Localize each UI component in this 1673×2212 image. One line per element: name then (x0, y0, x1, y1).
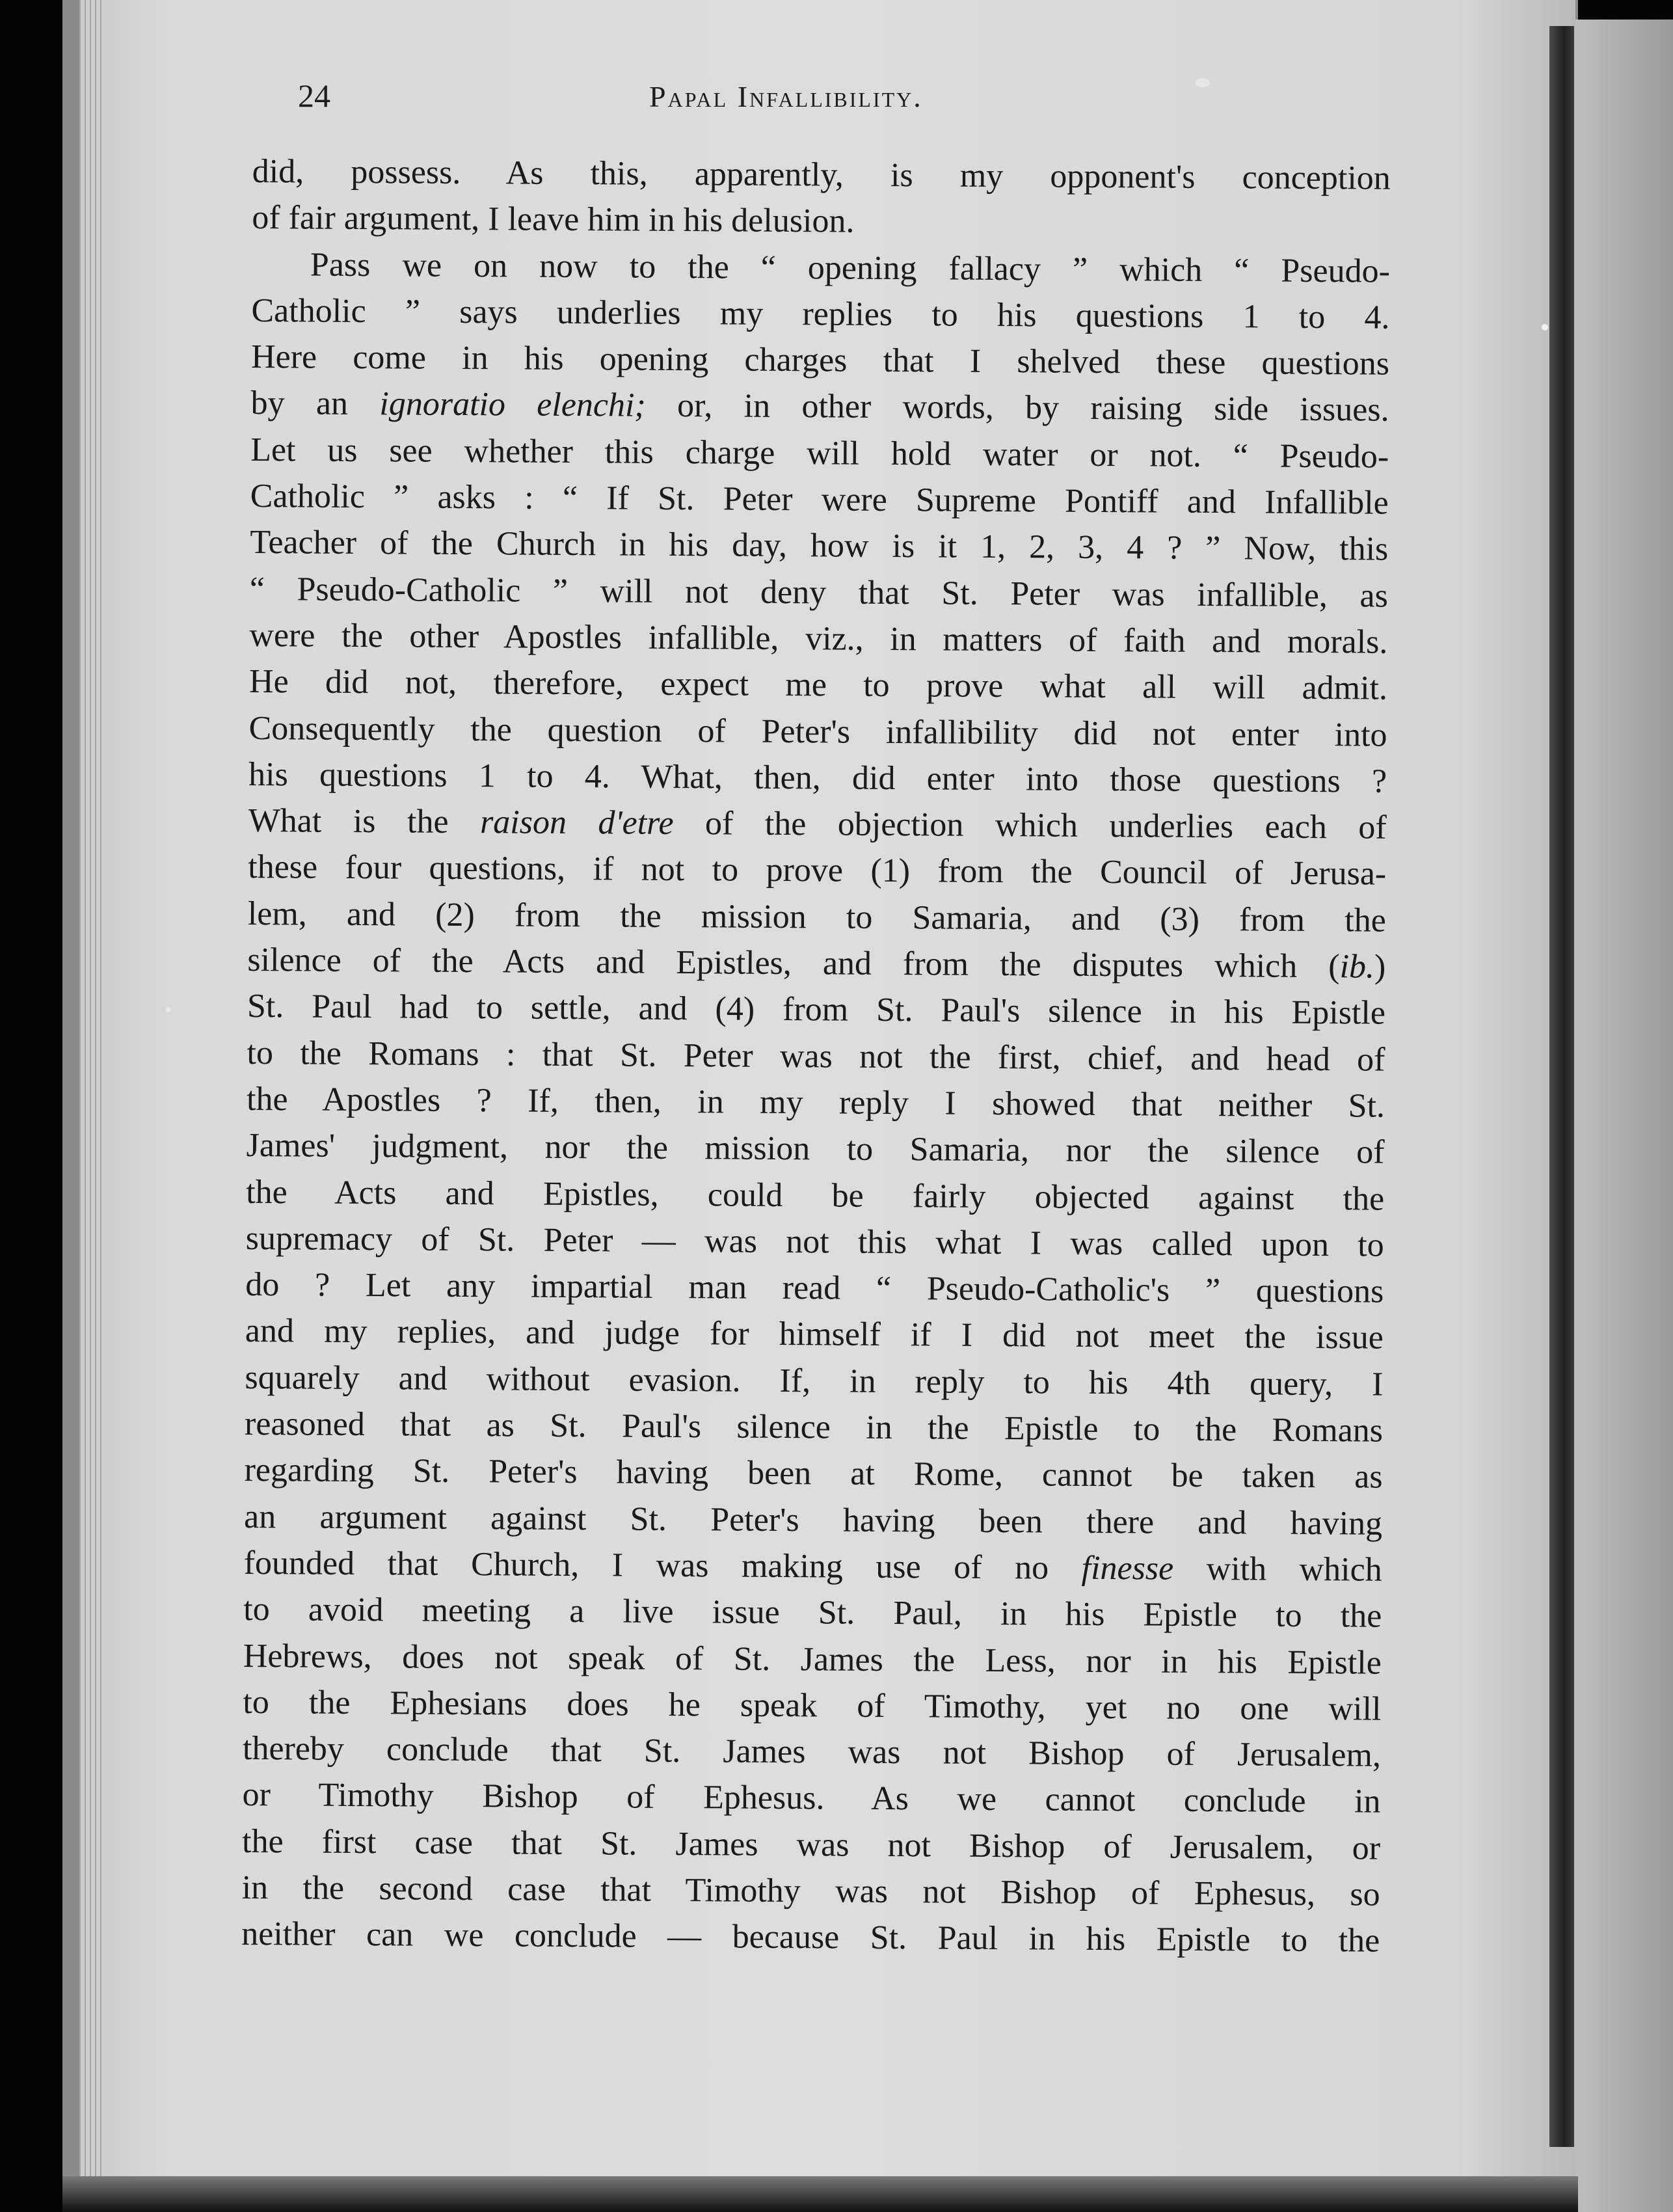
body-text (241, 148, 1391, 1964)
text-line: or Timothy Bishop of Ephesus. As we cannot conclude in (242, 1776, 1381, 1821)
text-line: Consequently the question of Peter's infallibility did not enter into (248, 709, 1387, 754)
text-line: What is the raison d'etre of the objection which underlies each of (248, 802, 1387, 846)
text-line: silence of the Acts and Epistles, and from the disputes which (ib.) (247, 941, 1386, 986)
facing-page-edge (1575, 20, 1673, 2212)
text-line: He did not, therefore, expect me to prove what all will admit. (248, 663, 1388, 707)
running-head: Papal Infallibility. (649, 80, 923, 113)
page-bottom-edge (62, 2176, 1578, 2212)
scan-speck (1542, 324, 1548, 330)
text-line: an argument against St. Peter's having been there and having (243, 1498, 1383, 1543)
text-line: Teacher of the Church in his day, how is it 1, 2, 3, 4 ? ” Now, this (250, 524, 1389, 569)
text-line: Here come in his opening charges that I shelved these questions (250, 338, 1390, 383)
text-line: his questions 1 to 4. What, then, did enter into those questions ? (248, 755, 1387, 800)
text-line: reasoned that as St. Paul's silence in the Epistle to the Romans (244, 1405, 1384, 1450)
text-line: thereby conclude that St. James was not Bishop of Jerusalem, (242, 1730, 1382, 1774)
text-line: Pass we on now to the “ opening fallacy ” which “ Pseudo- (310, 246, 1391, 290)
text-line: “ Pseudo-Catholic ” will not deny that St. Peter was infallible, as (249, 570, 1389, 615)
text-line: James' judgment, nor the mission to Samaria, nor the silence of (246, 1127, 1385, 1171)
text-line: of fair argument, I leave him in his delusion. (252, 199, 855, 240)
text-line: lem, and (2) from the mission to Samaria, and (3) from the (247, 895, 1386, 939)
scan-speck (1196, 78, 1210, 87)
page-header (298, 77, 1065, 129)
text-line: in the second case that Timothy was not Bishop of Ephesus, so (241, 1868, 1380, 1913)
text-line: supremacy of St. Peter — was not this what I was called upon to (245, 1219, 1384, 1264)
text-line: and my replies, and judge for himself if I did not meet the issue (245, 1312, 1384, 1357)
scan-speck (166, 1007, 171, 1012)
text-line: squarely and without evasion. If, in reply to his 4th query, I (245, 1358, 1384, 1403)
text-line: to avoid meeting a live issue St. Paul, in his Epistle to the (243, 1591, 1382, 1635)
book-binding-edge (1549, 26, 1574, 2147)
text-line: Catholic ” asks : “ If St. Peter were Supreme Pontiff and Infallible (250, 478, 1389, 522)
text-line: to the Ephesians does he speak of Timothy, yet no one will (243, 1683, 1382, 1728)
text-line: Let us see whether this charge will hold water or not. “ Pseudo- (250, 431, 1389, 476)
text-line: neither can we conclude — because St. Paul in his Epistle to the (241, 1915, 1380, 1960)
text-line: the Apostles ? If, then, in my reply I showed that neither St. (246, 1080, 1385, 1125)
text-line: founded that Church, I was making use of no finesse with which (243, 1544, 1382, 1589)
text-line: to the Romans : that St. Peter was not the first, chief, and head of (247, 1034, 1385, 1079)
text-line: Hebrews, does not speak of St. James the Less, nor in his Epistle (243, 1637, 1382, 1682)
text-line: were the other Apostles infallible, viz., in matters of faith and morals. (249, 616, 1388, 661)
page-edge-lines (79, 0, 105, 2176)
text-line: the first case that St. James was not Bishop of Jerusalem, or (241, 1822, 1381, 1867)
text-line: the Acts and Epistles, could be fairly objected against the (246, 1173, 1385, 1218)
text-line: did, possess. As this, apparently, is my opponent's conception (252, 152, 1391, 197)
page-number: 24 (298, 77, 330, 114)
text-line: Catholic ” says underlies my replies to his questions 1 to 4. (251, 291, 1390, 336)
text-line: regarding St. Peter's having been at Rome, cannot be taken as (244, 1451, 1383, 1496)
text-line: by an ignoratio elenchi; or, in other words, by raising side issues. (250, 384, 1389, 429)
text-line: do ? Let any impartial man read “ Pseudo-Catholic's ” questions (245, 1266, 1384, 1310)
text-line: these four questions, if not to prove (1) from the Council of Jerusa- (248, 848, 1387, 893)
text-line: St. Paul had to settle, and (4) from St. Paul's silence in his Epistle (247, 988, 1386, 1032)
